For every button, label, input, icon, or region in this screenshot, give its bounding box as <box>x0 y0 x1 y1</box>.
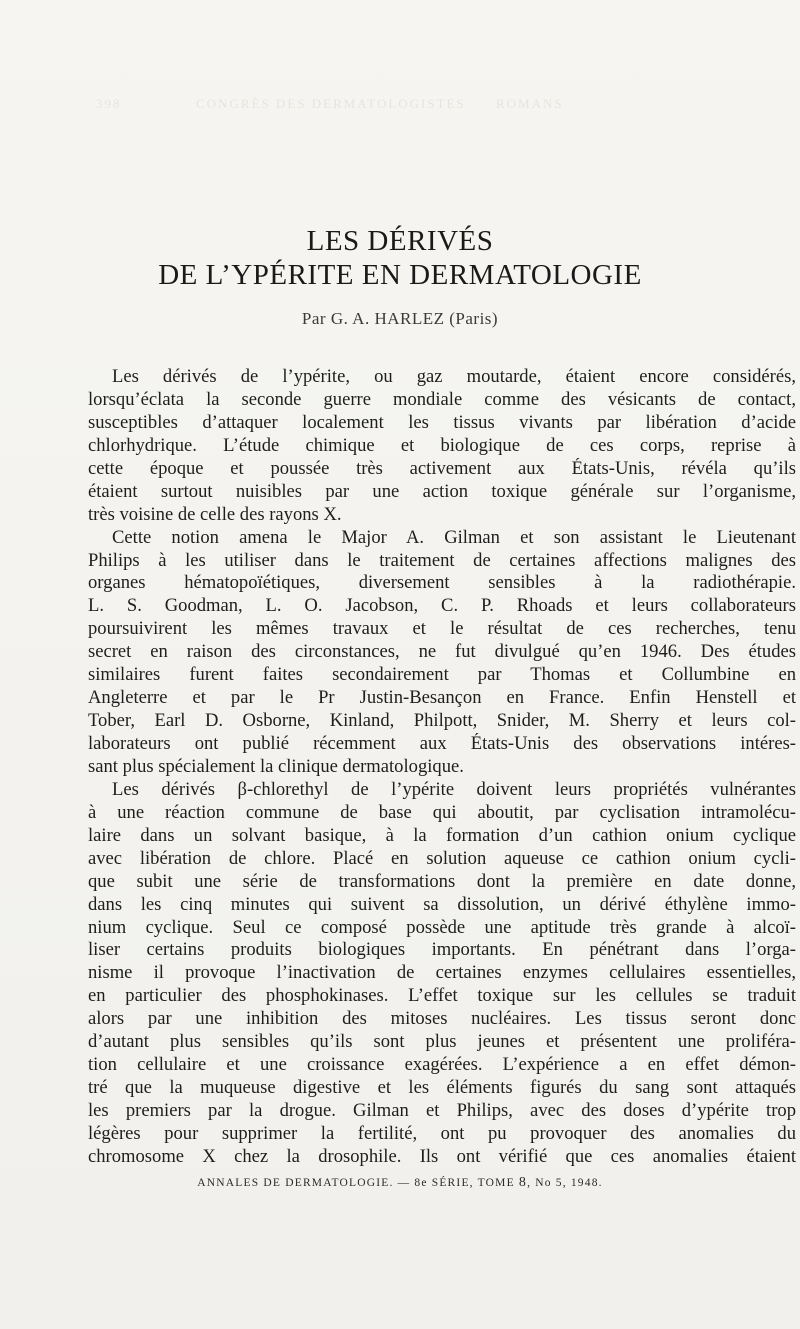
footer-tome: 8 <box>518 1175 528 1190</box>
body-line: Les dérivés de l’ypérite, ou gaz moutarde, étaient encore considérés, <box>112 366 796 387</box>
body-line: Angleterre et par le Pr Justin-Besançon en France. Enfin Henstell et <box>88 687 796 709</box>
ghost-running-title-left: CONGRÈS DES DERMATOLOGISTES <box>196 96 466 111</box>
article-title-line-1: LES DÉRIVÉS <box>306 225 494 257</box>
footer-journal: ANNALES DE DERMATOLOGIE. — 8e SÉRIE, TOME <box>197 1177 515 1189</box>
body-line: chlorhydrique. L’étude chimique et biologique de ces corps, reprise à <box>88 434 796 456</box>
author-byline: Par G. A. HARLEZ (Paris) <box>301 309 499 328</box>
body-line: alors par une inhibition des mitoses nucléaires. Les tissus seront donc <box>88 1008 796 1030</box>
article-title-line-2: DE L’YPÉRITE EN DERMATOLOGIE <box>158 259 642 291</box>
body-line: légères pour supprimer la fertilité, ont pu provoquer des anomalies du <box>88 1122 796 1144</box>
body-line: organes hématopoïétiques, diversement sensibles à la radiothérapie. <box>88 572 796 594</box>
body-line: cette époque et poussée très activement aux États-Unis, révéla qu’ils <box>88 457 796 479</box>
body-line: sant plus spécialement la clinique dermatologique. <box>88 755 464 777</box>
body-line: secret en raison des circonstances, ne fut divulgué qu’en 1946. Des études <box>88 641 796 663</box>
body-line: nisme il provoque l’inactivation de certaines enzymes cellulaires essentielles, <box>88 962 796 984</box>
body-line: L. S. Goodman, L. O. Jacobson, C. P. Rhoads et leurs collaborateurs <box>88 595 796 617</box>
ghost-page-number: 398 <box>96 96 122 111</box>
body-line: poursuivirent les mêmes travaux et le résultat de ces recherches, tenu <box>88 618 796 640</box>
body-line: avec libération de chlore. Placé en solution aqueuse ce cathion onium cycli- <box>88 847 796 869</box>
body-line: liser certains produits biologiques importants. En pénétrant dans l’orga- <box>88 939 796 961</box>
body-line: lorsqu’éclata la seconde guerre mondiale comme des vésicants de contact, <box>88 388 796 410</box>
body-line: Philips à les utiliser dans le traitement de certaines affections malignes des <box>88 549 796 571</box>
body-line: en particulier des phosphokinases. L’effet toxique sur les cellules se traduit <box>88 985 796 1007</box>
body-line: susceptibles d’attaquer localement les tissus vivants par libération d’acide <box>88 411 796 433</box>
body-line: dans les cinq minutes qui suivent sa dissolution, un dérivé éthylène immo- <box>88 893 796 915</box>
ghost-running-title-right: ROMANS <box>496 96 564 111</box>
body-line: à une réaction commune de base qui aboutit, par cyclisation intramolécu- <box>88 801 796 823</box>
body-line: les premiers par la drogue. Gilman et Philips, avec des doses d’ypérite trop <box>88 1100 796 1121</box>
body-line: tré que la muqueuse digestive et les éléments figurés du sang sont attaqués <box>88 1077 796 1099</box>
body-line: Cette notion amena le Major A. Gilman et son assistant le Lieutenant <box>112 526 796 548</box>
body-line: que subit une série de transformations dont la première en date donne, <box>88 870 796 892</box>
body-line: chromosome X chez la drosophile. Ils ont vérifié que ces anomalies étaient <box>88 1145 796 1167</box>
body-line: tion cellulaire et une croissance exagérées. L’expérience a en effet démon- <box>88 1054 796 1076</box>
body-line: laire dans un solvant basique, à la formation d’un cathion onium cyclique <box>88 824 796 846</box>
article-body <box>88 366 796 1169</box>
body-line: Les dérivés β-chlorethyl de l’ypérite doivent leurs propriétés vulnérantes <box>112 778 796 800</box>
body-line: d’autant plus sensibles qu’ils sont plus jeunes et présentent une proliféra- <box>88 1031 796 1053</box>
body-line: très voisine de celle des rayons X. <box>88 503 342 525</box>
footer-issue: , No 5, 1948. <box>527 1177 603 1189</box>
body-line: similaires furent faites secondairement par Thomas et Collumbine en <box>88 664 796 686</box>
body-line: étaient surtout nuisibles par une action toxique générale sur l’organisme, <box>88 480 796 502</box>
body-line: nium cyclique. Seul ce composé possède une aptitude très grande à alcoï- <box>88 916 796 938</box>
journal-footer <box>0 1175 800 1191</box>
body-line: Tober, Earl D. Osborne, Kinland, Philpott, Snider, M. Sherry et leurs col- <box>88 710 796 732</box>
body-line: laborateurs ont publié récemment aux États-Unis des observations intéres- <box>88 733 796 754</box>
